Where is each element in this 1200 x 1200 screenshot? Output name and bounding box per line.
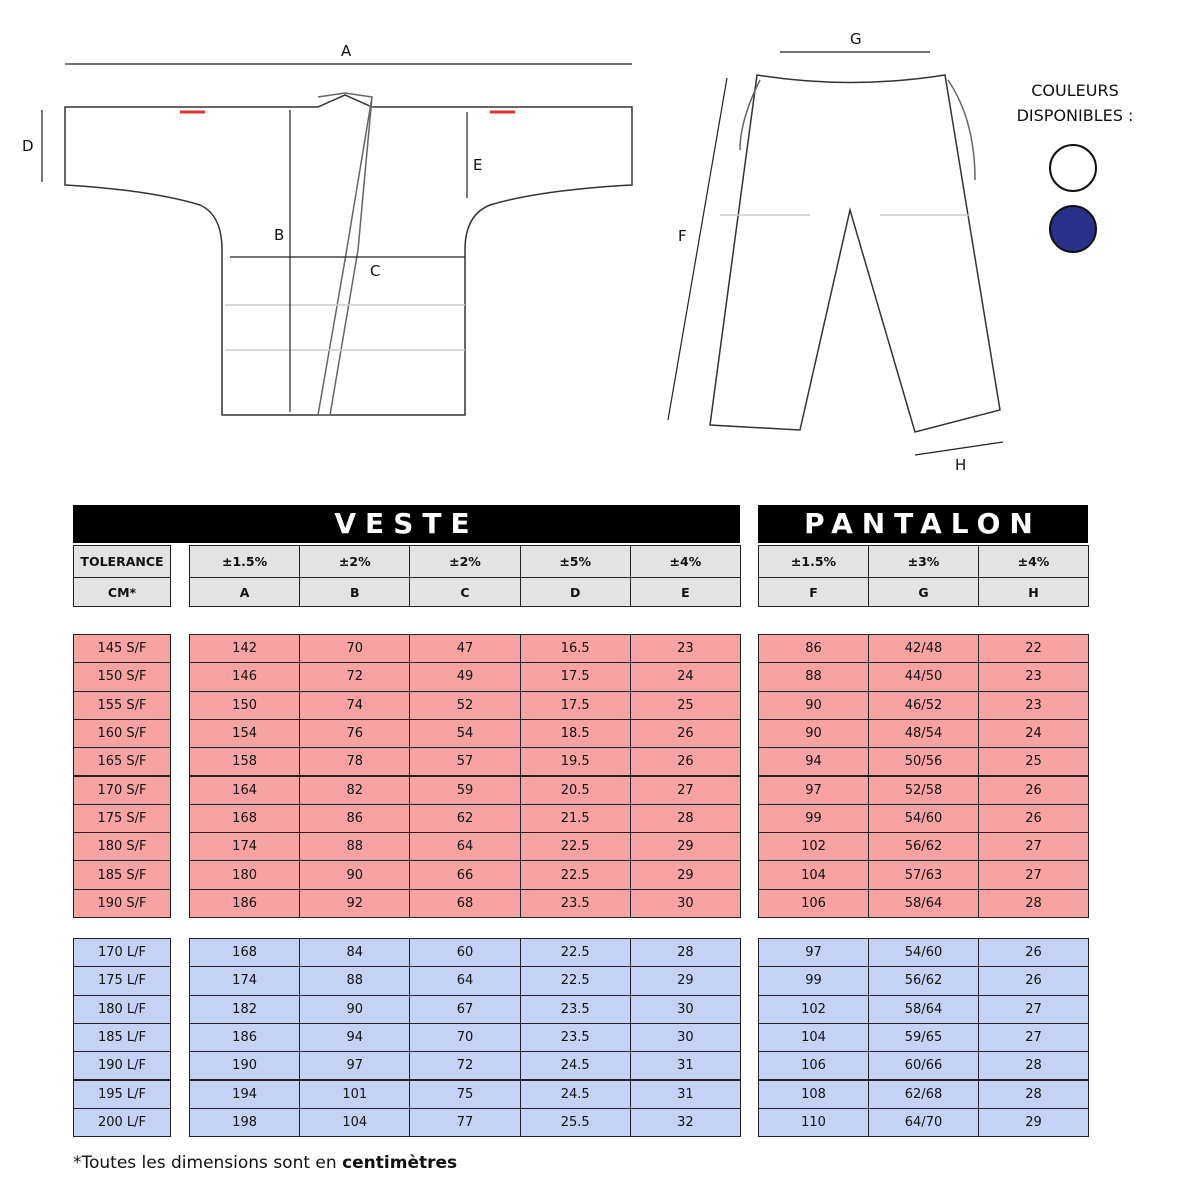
table-cell: 22 xyxy=(978,634,1089,663)
footnote xyxy=(73,1153,457,1173)
table-cell: 28 xyxy=(978,889,1089,918)
table-cell: 92 xyxy=(299,889,410,918)
table-cell: 57/63 xyxy=(868,860,979,889)
table-cell: 164 xyxy=(189,776,300,805)
size-label: 150 S/F xyxy=(73,662,171,691)
table-cell: 60 xyxy=(409,938,520,967)
table-cell: 25.5 xyxy=(520,1108,631,1137)
table-cell: 29 xyxy=(978,1108,1089,1137)
table-cell: 30 xyxy=(630,995,741,1024)
table-cell: 54/60 xyxy=(868,938,979,967)
label-e: E xyxy=(473,156,483,174)
table-cell: 57 xyxy=(409,747,520,776)
table-cell: 23 xyxy=(978,691,1089,720)
table-cell: 58/64 xyxy=(868,889,979,918)
table-cell: 21.5 xyxy=(520,804,631,833)
table-cell: 23 xyxy=(978,662,1089,691)
table-cell: 23.5 xyxy=(520,1023,631,1052)
table-cell: 23.5 xyxy=(520,995,631,1024)
table-cell: 70 xyxy=(409,1023,520,1052)
table-cell: 75 xyxy=(409,1080,520,1109)
jacket-drawing xyxy=(65,93,632,415)
label-f: F xyxy=(678,227,687,245)
table-cell: 106 xyxy=(758,889,869,918)
table-cell: 24.5 xyxy=(520,1080,631,1109)
table-cell: 84 xyxy=(299,938,410,967)
tolerance-cell: ±1.5% xyxy=(758,545,869,578)
size-label: 160 S/F xyxy=(73,719,171,748)
pantalon-title: PANTALON xyxy=(758,505,1088,543)
table-cell: 99 xyxy=(758,804,869,833)
table-cell: 24.5 xyxy=(520,1051,631,1080)
table-cell: 101 xyxy=(299,1080,410,1109)
table-cell: 28 xyxy=(978,1051,1089,1080)
pants-drawing xyxy=(710,75,1000,432)
table-cell: 26 xyxy=(978,776,1089,805)
table-cell: 27 xyxy=(978,995,1089,1024)
size-label: 200 L/F xyxy=(73,1108,171,1137)
table-cell: 17.5 xyxy=(520,662,631,691)
table-cell: 154 xyxy=(189,719,300,748)
table-cell: 108 xyxy=(758,1080,869,1109)
table-cell: 180 xyxy=(189,860,300,889)
tolerance-cell: ±2% xyxy=(409,545,520,578)
tolerance-cell: ±3% xyxy=(868,545,979,578)
table-cell: 30 xyxy=(630,1023,741,1052)
table-cell: 168 xyxy=(189,938,300,967)
table-cell: 158 xyxy=(189,747,300,776)
table-cell: 102 xyxy=(758,832,869,861)
table-cell: 27 xyxy=(978,832,1089,861)
label-g: G xyxy=(850,30,862,48)
table-cell: 26 xyxy=(978,938,1089,967)
table-cell: 102 xyxy=(758,995,869,1024)
pants-dimension-lines xyxy=(668,52,1003,455)
table-cell: 77 xyxy=(409,1108,520,1137)
size-label: 195 L/F xyxy=(73,1080,171,1109)
size-label: 190 L/F xyxy=(73,1051,171,1080)
table-cell: 182 xyxy=(189,995,300,1024)
table-cell: 194 xyxy=(189,1080,300,1109)
table-cell: 19.5 xyxy=(520,747,631,776)
column-header: B xyxy=(299,577,410,607)
table-cell: 42/48 xyxy=(868,634,979,663)
table-cell: 104 xyxy=(758,1023,869,1052)
table-cell: 49 xyxy=(409,662,520,691)
table-cell: 86 xyxy=(758,634,869,663)
table-cell: 94 xyxy=(758,747,869,776)
table-cell: 64 xyxy=(409,966,520,995)
table-cell: 88 xyxy=(758,662,869,691)
table-cell: 90 xyxy=(299,995,410,1024)
table-cell: 28 xyxy=(630,938,741,967)
table-cell: 47 xyxy=(409,634,520,663)
table-cell: 26 xyxy=(978,804,1089,833)
size-label: 185 L/F xyxy=(73,1023,171,1052)
table-cell: 32 xyxy=(630,1108,741,1137)
cm-label: CM* xyxy=(73,577,171,607)
table-cell: 27 xyxy=(630,776,741,805)
table-cell: 198 xyxy=(189,1108,300,1137)
table-cell: 146 xyxy=(189,662,300,691)
table-cell: 97 xyxy=(299,1051,410,1080)
table-cell: 64/70 xyxy=(868,1108,979,1137)
table-cell: 22.5 xyxy=(520,966,631,995)
table-cell: 86 xyxy=(299,804,410,833)
table-cell: 16.5 xyxy=(520,634,631,663)
table-cell: 20.5 xyxy=(520,776,631,805)
table-cell: 28 xyxy=(630,804,741,833)
size-label: 170 L/F xyxy=(73,938,171,967)
table-cell: 74 xyxy=(299,691,410,720)
column-header: C xyxy=(409,577,520,607)
label-c: C xyxy=(370,262,381,280)
table-cell: 56/62 xyxy=(868,966,979,995)
column-header: E xyxy=(630,577,741,607)
size-label: 170 S/F xyxy=(73,776,171,805)
table-cell: 62/68 xyxy=(868,1080,979,1109)
table-cell: 31 xyxy=(630,1080,741,1109)
footnote-unit: centimètres xyxy=(342,1153,458,1173)
table-cell: 99 xyxy=(758,966,869,995)
table-cell: 28 xyxy=(978,1080,1089,1109)
jacket-dimension-lines xyxy=(42,64,632,412)
color-swatch-white[interactable] xyxy=(1049,144,1097,192)
size-label: 180 L/F xyxy=(73,995,171,1024)
table-cell: 72 xyxy=(299,662,410,691)
table-cell: 174 xyxy=(189,832,300,861)
size-label: 190 S/F xyxy=(73,889,171,918)
tolerance-cell: ±5% xyxy=(520,545,631,578)
table-cell: 56/62 xyxy=(868,832,979,861)
size-label: 175 S/F xyxy=(73,804,171,833)
table-cell: 88 xyxy=(299,966,410,995)
table-cell: 174 xyxy=(189,966,300,995)
table-cell: 64 xyxy=(409,832,520,861)
table-cell: 52/58 xyxy=(868,776,979,805)
table-cell: 58/64 xyxy=(868,995,979,1024)
tolerance-cell: ±1.5% xyxy=(189,545,300,578)
table-cell: 97 xyxy=(758,776,869,805)
table-cell: 23 xyxy=(630,634,741,663)
table-cell: 24 xyxy=(978,719,1089,748)
tolerance-label: TOLERANCE xyxy=(73,545,171,578)
table-cell: 110 xyxy=(758,1108,869,1137)
footnote-text: *Toutes les dimensions sont en xyxy=(73,1153,343,1173)
table-cell: 17.5 xyxy=(520,691,631,720)
table-cell: 104 xyxy=(299,1108,410,1137)
table-cell: 68 xyxy=(409,889,520,918)
tolerance-cell: ±4% xyxy=(630,545,741,578)
table-cell: 66 xyxy=(409,860,520,889)
size-label: 180 S/F xyxy=(73,832,171,861)
table-cell: 50/56 xyxy=(868,747,979,776)
table-cell: 46/52 xyxy=(868,691,979,720)
table-cell: 25 xyxy=(978,747,1089,776)
available-colors-title: COULEURS DISPONIBLES : xyxy=(1016,81,1134,125)
table-cell: 94 xyxy=(299,1023,410,1052)
table-cell: 190 xyxy=(189,1051,300,1080)
table-cell: 59/65 xyxy=(868,1023,979,1052)
table-cell: 62 xyxy=(409,804,520,833)
size-label: 165 S/F xyxy=(73,747,171,776)
table-cell: 30 xyxy=(630,889,741,918)
table-cell: 76 xyxy=(299,719,410,748)
table-cell: 90 xyxy=(758,719,869,748)
table-cell: 70 xyxy=(299,634,410,663)
table-cell: 54/60 xyxy=(868,804,979,833)
table-cell: 26 xyxy=(630,719,741,748)
table-cell: 29 xyxy=(630,860,741,889)
table-cell: 29 xyxy=(630,832,741,861)
table-cell: 26 xyxy=(978,966,1089,995)
table-cell: 24 xyxy=(630,662,741,691)
label-a: A xyxy=(341,42,352,60)
table-cell: 44/50 xyxy=(868,662,979,691)
table-cell: 29 xyxy=(630,966,741,995)
table-cell: 22.5 xyxy=(520,938,631,967)
garment-diagrams xyxy=(0,0,1200,480)
table-cell: 27 xyxy=(978,860,1089,889)
table-cell: 90 xyxy=(758,691,869,720)
table-cell: 22.5 xyxy=(520,860,631,889)
column-header: G xyxy=(868,577,979,607)
table-cell: 72 xyxy=(409,1051,520,1080)
size-label: 145 S/F xyxy=(73,634,171,663)
column-header: A xyxy=(189,577,300,607)
table-cell: 23.5 xyxy=(520,889,631,918)
table-cell: 78 xyxy=(299,747,410,776)
table-cell: 97 xyxy=(758,938,869,967)
label-h: H xyxy=(955,456,967,474)
table-cell: 150 xyxy=(189,691,300,720)
column-header: H xyxy=(978,577,1089,607)
table-cell: 54 xyxy=(409,719,520,748)
table-cell: 82 xyxy=(299,776,410,805)
table-cell: 59 xyxy=(409,776,520,805)
table-cell: 27 xyxy=(978,1023,1089,1052)
column-header: D xyxy=(520,577,631,607)
table-cell: 142 xyxy=(189,634,300,663)
color-swatch-navy[interactable] xyxy=(1049,205,1097,253)
table-cell: 67 xyxy=(409,995,520,1024)
size-label: 155 S/F xyxy=(73,691,171,720)
table-cell: 18.5 xyxy=(520,719,631,748)
table-cell: 90 xyxy=(299,860,410,889)
tolerance-cell: ±4% xyxy=(978,545,1089,578)
table-cell: 104 xyxy=(758,860,869,889)
label-d: D xyxy=(22,137,34,155)
table-cell: 168 xyxy=(189,804,300,833)
table-cell: 186 xyxy=(189,889,300,918)
table-cell: 60/66 xyxy=(868,1051,979,1080)
veste-title: VESTE xyxy=(73,505,740,543)
size-label: 185 S/F xyxy=(73,860,171,889)
table-cell: 25 xyxy=(630,691,741,720)
table-cell: 22.5 xyxy=(520,832,631,861)
table-cell: 52 xyxy=(409,691,520,720)
table-cell: 186 xyxy=(189,1023,300,1052)
table-cell: 48/54 xyxy=(868,719,979,748)
column-header: F xyxy=(758,577,869,607)
tolerance-cell: ±2% xyxy=(299,545,410,578)
table-cell: 26 xyxy=(630,747,741,776)
table-cell: 88 xyxy=(299,832,410,861)
table-cell: 106 xyxy=(758,1051,869,1080)
label-b: B xyxy=(274,226,285,244)
size-label: 175 L/F xyxy=(73,966,171,995)
table-cell: 31 xyxy=(630,1051,741,1080)
